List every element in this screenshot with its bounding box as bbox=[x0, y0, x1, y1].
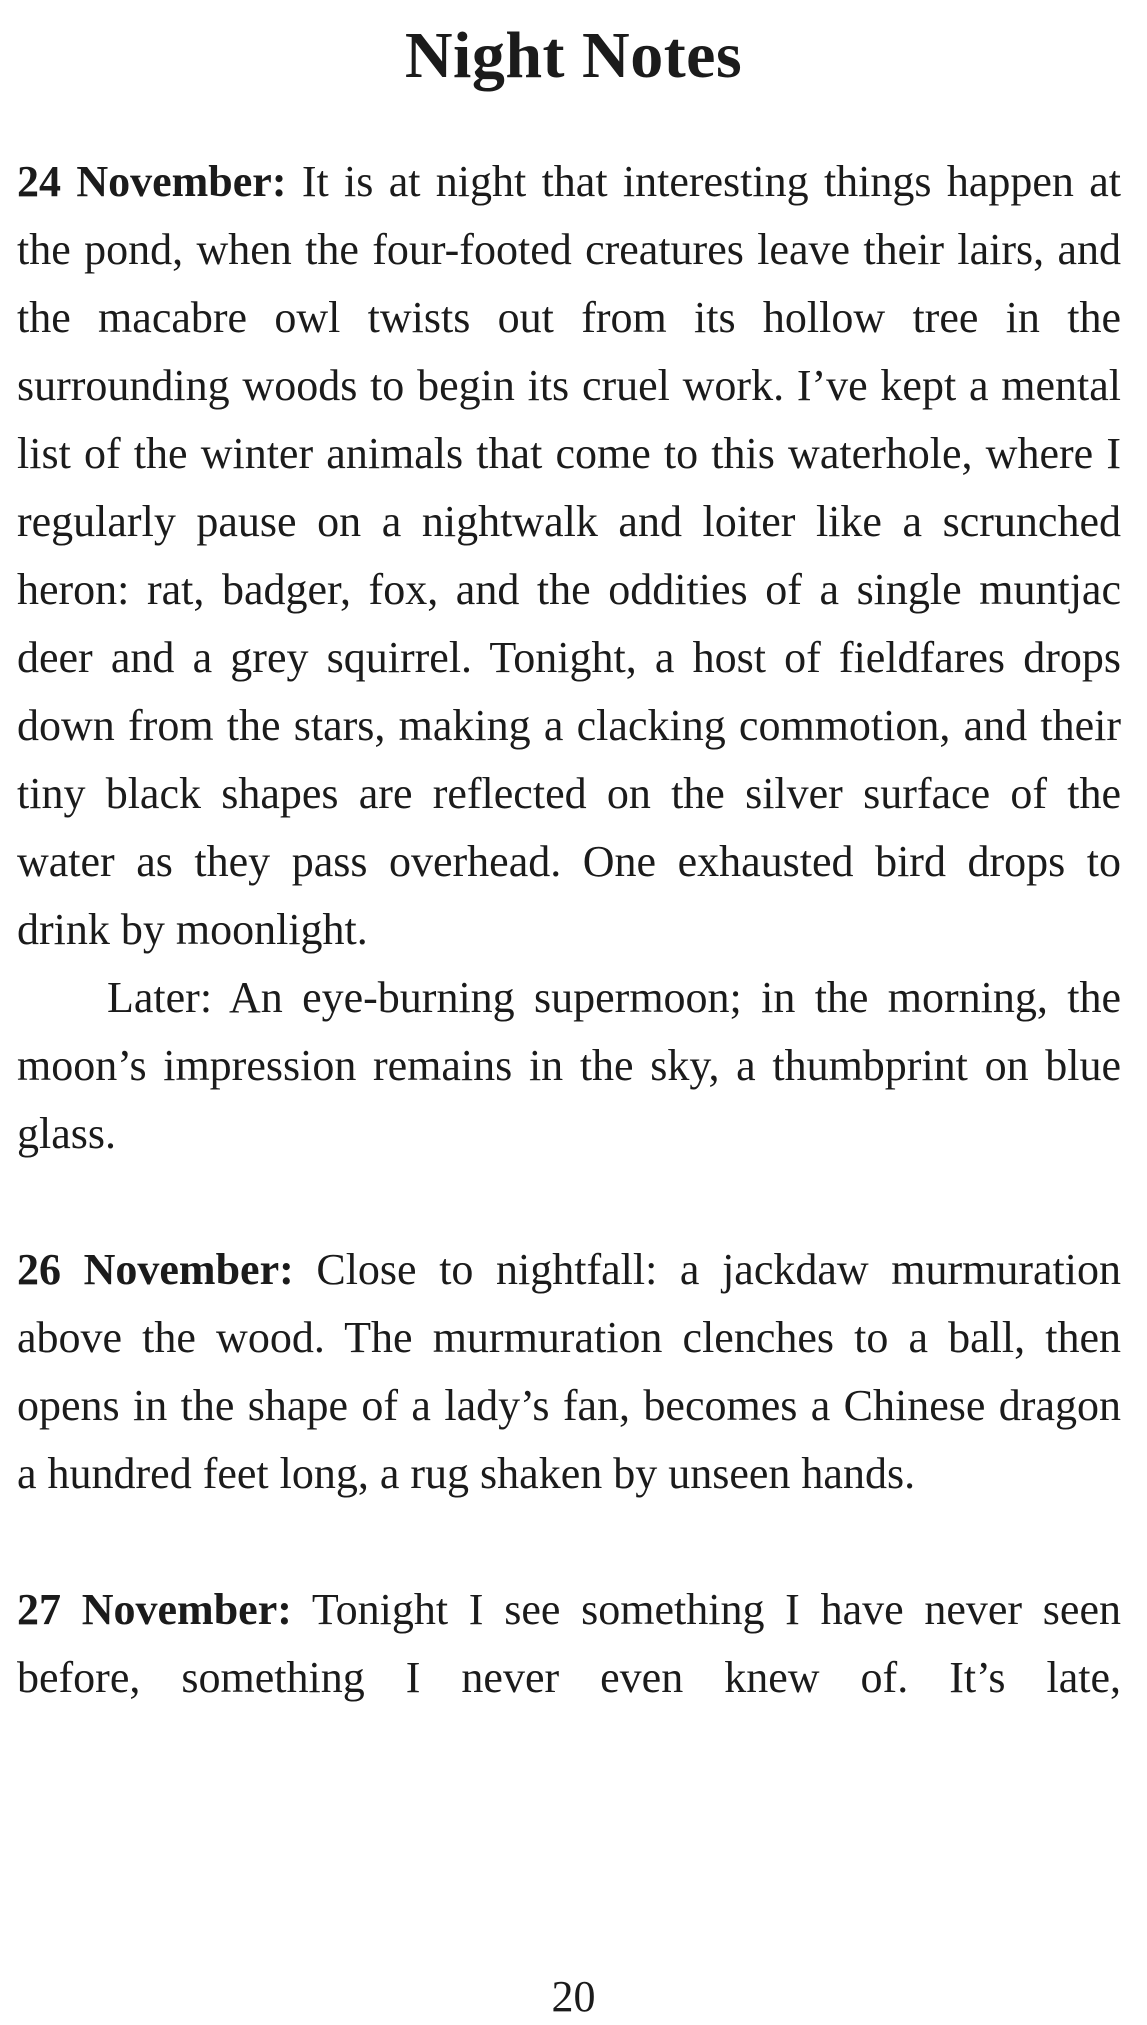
entry-date: 26 November: bbox=[17, 1245, 294, 1294]
page-title: Night Notes bbox=[404, 19, 743, 92]
entry-paragraph bbox=[17, 148, 1121, 964]
entry-text: Close to nightfall: a jackdaw murmuration above the wood. The murmuration clenches to a ball, then opens in the shape of a lady’s fan, becomes a Chinese dragon a hundred feet long, a rug shaken by unseen hands. bbox=[17, 1245, 1121, 1498]
entry-paragraph bbox=[17, 1576, 1121, 1712]
entry-later-note: Later: An eye-burning supermoon; in the morning, the moon’s impression remains in the sky, a thumbprint on blue glass. bbox=[17, 973, 1121, 1158]
page-body bbox=[17, 148, 1121, 1780]
diary-entry-27-november bbox=[17, 1576, 1121, 1712]
entry-paragraph bbox=[17, 1236, 1121, 1508]
page-number: 20 bbox=[551, 1972, 596, 2021]
entry-text: Tonight I see something I have never seen before, something I never even knew of. It’s late, bbox=[17, 1585, 1121, 1702]
diary-entry-26-november bbox=[17, 1236, 1121, 1508]
entry-date: 27 November: bbox=[17, 1585, 292, 1634]
entry-date: 24 November: bbox=[17, 157, 287, 206]
entry-text: It is at night that interesting things happen at the pond, when the four-footed creatures leave their lairs, and the macabre owl twists out from its hollow tree in the surrounding woods to begin its cruel work. I’ve kept a mental list of the winter animals that come to this waterhole, where I regularly pause on a nightwalk and loiter like a scrunched heron: rat, badger, fox, and the oddities of a single muntjac deer and a grey squirrel. Tonight, a host of fieldfares drops down from the stars, making a clacking commotion, and their tiny black shapes are reflected on the silver surface of the water as they pass overhead. One exhausted bird drops to drink by moonlight. bbox=[17, 157, 1122, 954]
diary-entry-24-november bbox=[17, 148, 1121, 1168]
